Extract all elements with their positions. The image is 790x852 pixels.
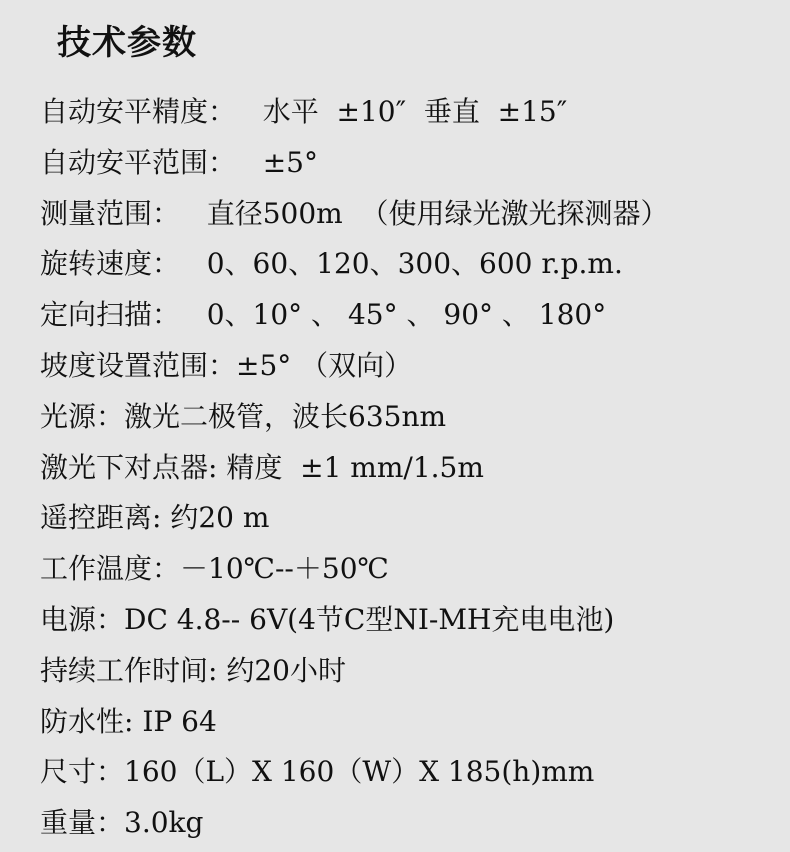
- spec-row-measuring-range: 测量范围： 直径500m （使用绿光激光探测器）: [40, 196, 669, 230]
- spec-row-dimensions: 尺寸：160（L）X 160（W）X 185(h)mm: [40, 755, 595, 789]
- spec-row-plummet: 激光下对点器: 精度 ±1 mm/1.5m: [40, 450, 484, 484]
- spec-row-light-source: 光源：激光二极管，波长635nm: [40, 399, 447, 433]
- spec-row-weight: 重量：3.0kg: [40, 806, 204, 840]
- spec-row-rotation-speed: 旋转速度： 0、60、120、300、600 r.p.m.: [40, 247, 623, 281]
- page-title: 技术参数: [57, 23, 197, 63]
- spec-row-power: 电源：DC 4.8-- 6V(4节C型NI-MH充电电池): [40, 602, 615, 636]
- spec-row-leveling-range: 自动安平范围： ±5°: [40, 145, 318, 179]
- spec-row-slope-range: 坡度设置范围：±5° （双向）: [40, 348, 413, 382]
- spec-row-waterproof: 防水性: IP 64: [40, 704, 217, 738]
- spec-row-leveling-accuracy: 自动安平精度： 水平 ±10″ 垂直 ±15″: [40, 95, 568, 128]
- spec-list: [40, 90, 780, 852]
- spec-row-working-time: 持续工作时间: 约20小时: [40, 653, 346, 687]
- spec-row-remote-distance: 遥控距离: 约20 m: [40, 501, 270, 535]
- spec-row-scan-angle: 定向扫描： 0、10° 、 45° 、 90° 、 180°: [40, 298, 607, 332]
- spec-row-operating-temperature: 工作温度：－10℃--＋50℃: [40, 552, 389, 586]
